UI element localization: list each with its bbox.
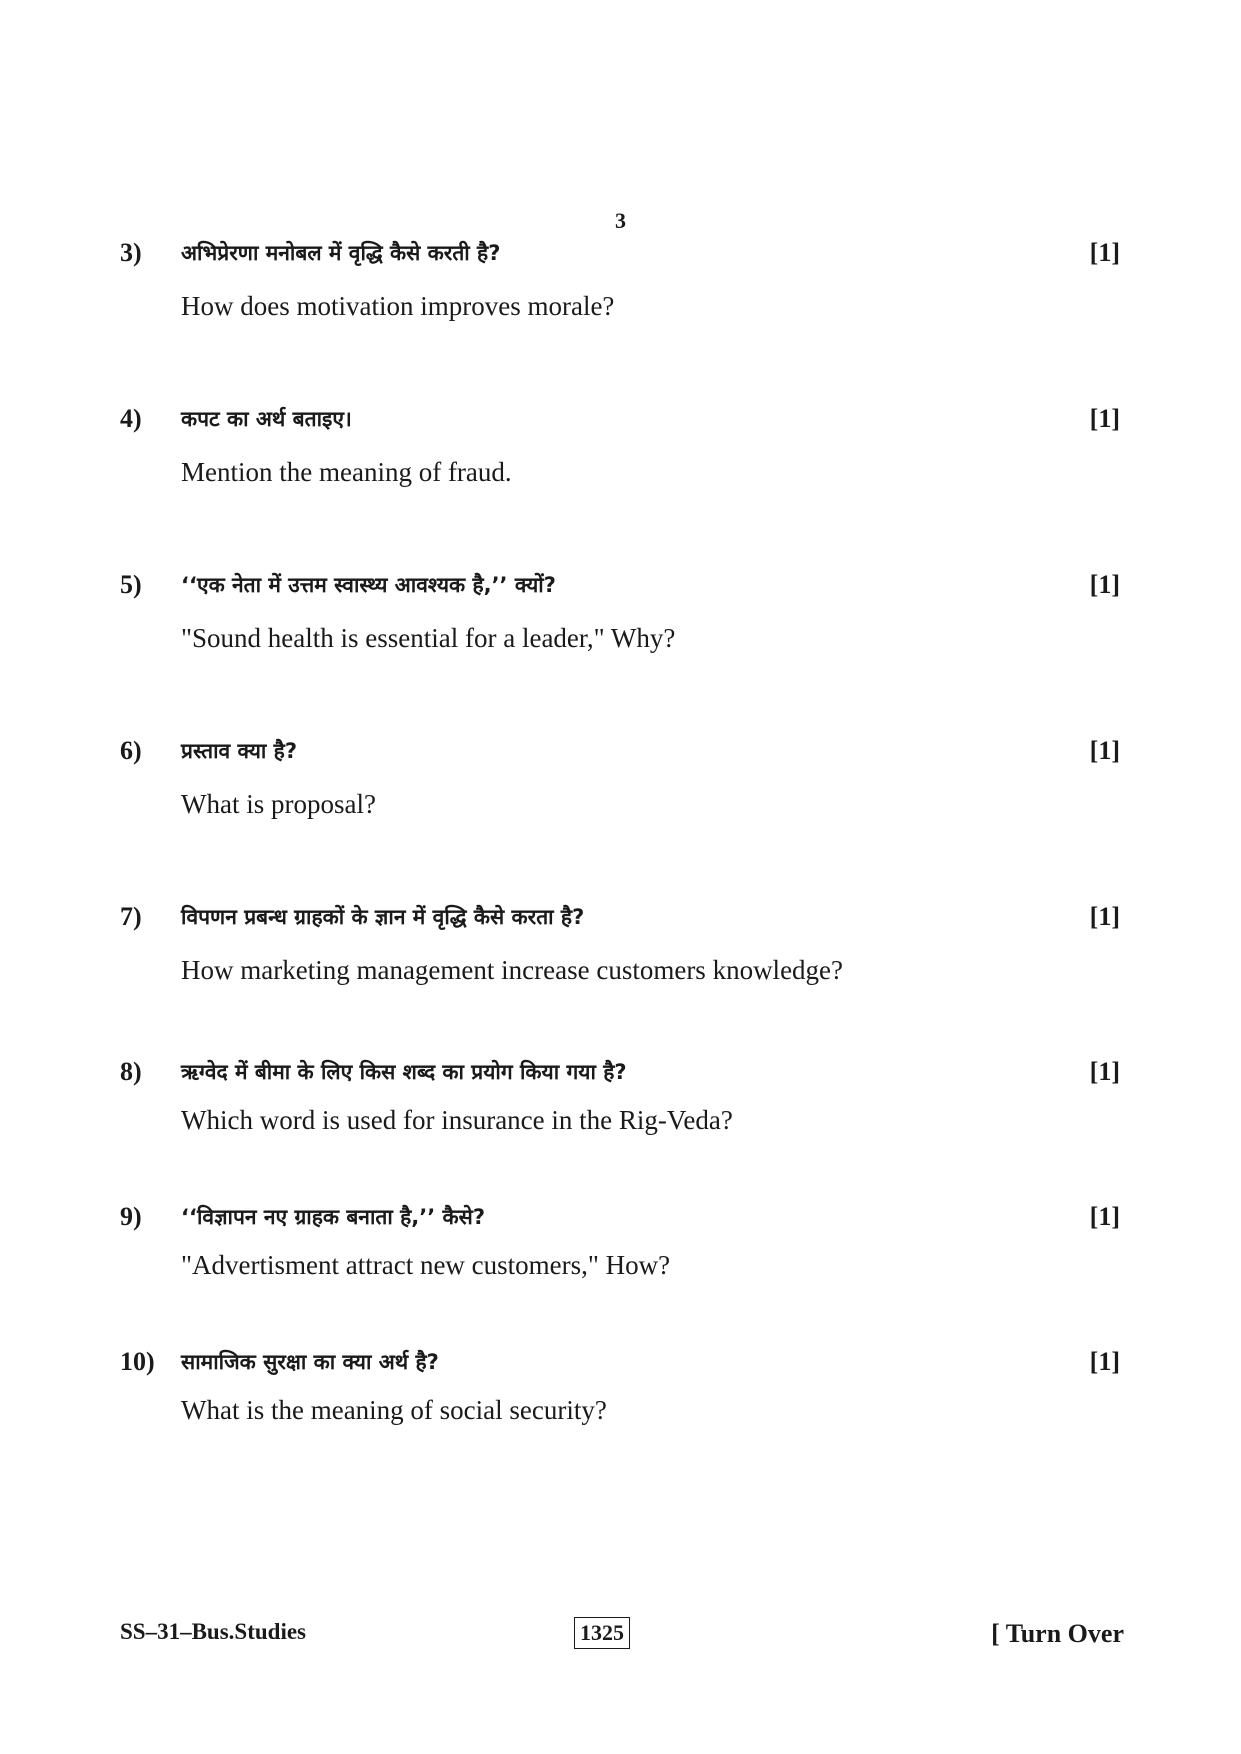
question-number: 3) <box>120 238 142 267</box>
turn-over-label: [ Turn Over <box>991 1619 1124 1648</box>
question-number: 5) <box>120 570 142 599</box>
question-text-english: "Sound health is essential for a leader," Why? <box>181 623 676 653</box>
question-marks: [1] <box>1089 1202 1120 1231</box>
question-marks: [1] <box>1089 736 1120 765</box>
question-text-english: Which word is used for insurance in the Rig-Veda? <box>181 1105 733 1135</box>
question-number: 7) <box>120 902 142 931</box>
question-marks: [1] <box>1089 1347 1120 1376</box>
question-marks: [1] <box>1089 570 1120 599</box>
page-number: 3 <box>615 208 626 233</box>
question-marks: [1] <box>1089 404 1120 433</box>
question-number: 9) <box>120 1202 142 1231</box>
question-number: 10) <box>120 1347 155 1376</box>
question-number: 6) <box>120 736 142 765</box>
question-text-english: What is proposal? <box>181 789 376 819</box>
question-marks: [1] <box>1089 238 1120 267</box>
question-marks: [1] <box>1089 902 1120 931</box>
question-text-hindi: विपणन प्रबन्ध ग्राहकों के ज्ञान में वृद्धि कैसे करता है? <box>181 905 585 929</box>
question-text-hindi: प्रस्ताव क्या है? <box>181 739 298 763</box>
question-text-hindi: ऋग्वेद में बीमा के लिए किस शब्द का प्रयोग किया गया है? <box>181 1060 627 1084</box>
question-text-english: What is the meaning of social security? <box>181 1395 607 1425</box>
question-text-hindi: कपट का अर्थ बताइए। <box>181 407 352 431</box>
question-text-english: "Advertisment attract new customers," How? <box>181 1250 671 1280</box>
page-footer <box>120 1617 1124 1653</box>
question-text-hindi: ‘‘एक नेता में उत्तम स्वास्थ्य आवश्यक है,’’ क्यों? <box>181 573 556 597</box>
question-text-english: Mention the meaning of fraud. <box>181 457 512 487</box>
question-text-hindi: ‘‘विज्ञापन नए ग्राहक बनाता है,’’ कैसे? <box>181 1205 486 1229</box>
question-text-english: How marketing management increase customers knowledge? <box>181 955 844 985</box>
paper-code-box: 1325 <box>574 1617 630 1649</box>
question-text-hindi: अभिप्रेरणा मनोबल में वृद्धि कैसे करती है? <box>181 241 501 265</box>
question-number: 4) <box>120 404 142 433</box>
subject-code: SS–31–Bus.Studies <box>120 1619 306 1644</box>
question-text-hindi: सामाजिक सुरक्षा का क्या अर्थ है? <box>181 1350 439 1374</box>
question-text-english: How does motivation improves morale? <box>181 291 615 321</box>
question-number: 8) <box>120 1057 142 1086</box>
question-marks: [1] <box>1089 1057 1120 1086</box>
